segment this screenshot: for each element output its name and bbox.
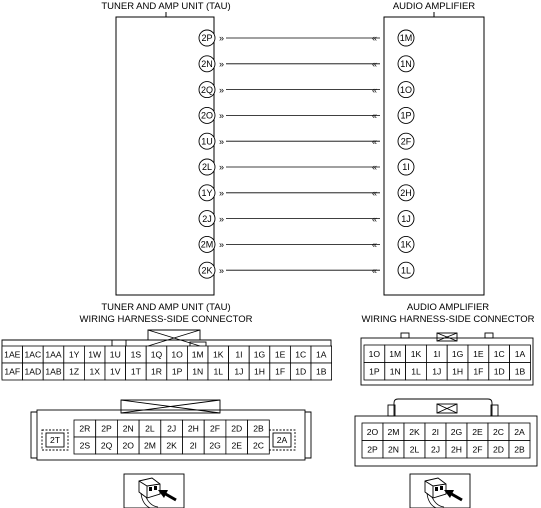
pin-label: 1L bbox=[411, 366, 421, 377]
connection-6 bbox=[199, 185, 414, 201]
pin-label: 1B bbox=[316, 366, 327, 377]
left-terminal-mark: » bbox=[219, 265, 225, 276]
pin-label: 1G bbox=[253, 349, 266, 360]
right-terminal-mark: « bbox=[371, 84, 377, 95]
right-unit-box bbox=[384, 17, 484, 295]
connection-2 bbox=[199, 82, 414, 98]
right-terminal-mark: « bbox=[371, 239, 377, 250]
pin-label: 2O bbox=[122, 440, 134, 451]
pin-label: 1H bbox=[254, 366, 265, 377]
pin-label: 1E bbox=[473, 348, 484, 359]
right-terminal-mark: « bbox=[371, 162, 377, 173]
right-pin-label: 1M bbox=[399, 33, 413, 44]
connection-1 bbox=[199, 56, 414, 72]
left-pin-label: 2P bbox=[201, 33, 213, 44]
pin-label: 1I bbox=[235, 349, 243, 360]
pin-label: 1AC bbox=[24, 349, 42, 360]
pin-label: 1Q bbox=[150, 349, 163, 360]
pin-label: 1G bbox=[451, 348, 464, 359]
left-terminal-mark: » bbox=[219, 239, 225, 250]
left-pin-label: 1U bbox=[201, 136, 213, 147]
amp-connector-title-1: AUDIO AMPLIFIER bbox=[406, 302, 490, 313]
amp-connector-2-pins bbox=[362, 423, 530, 458]
right-pin-label: 1N bbox=[400, 59, 412, 69]
pin-label: 1W bbox=[88, 349, 102, 360]
connection-4 bbox=[199, 133, 414, 149]
pin-label: 1N bbox=[192, 366, 204, 377]
right-terminal-mark: « bbox=[371, 265, 377, 276]
tau-connector-2-pins bbox=[74, 420, 269, 454]
right-terminal-mark: « bbox=[371, 59, 377, 69]
pin-label: 2D bbox=[493, 444, 504, 455]
pin-label: 2C bbox=[252, 440, 264, 451]
pin-label: 2A bbox=[514, 426, 525, 437]
tau-connector-1-pins bbox=[2, 346, 332, 380]
left-pin-label: 2Q bbox=[200, 84, 214, 95]
pin-label: 1B bbox=[514, 366, 526, 377]
pin-label: 1A bbox=[514, 348, 526, 359]
connection-3 bbox=[199, 107, 414, 123]
pin-label: 2I bbox=[189, 440, 197, 451]
tau-connector-title-2: WIRING HARNESS-SIDE CONNECTOR bbox=[79, 314, 253, 325]
left-terminal-mark: » bbox=[219, 110, 225, 121]
pin-label: 1F bbox=[473, 366, 484, 377]
pin-label: 1Y bbox=[68, 349, 80, 360]
pin-label: 2J bbox=[167, 423, 177, 434]
pin-label: 2M bbox=[387, 426, 400, 437]
connection-0 bbox=[199, 30, 414, 46]
wires bbox=[199, 30, 414, 278]
pin-label: 2P bbox=[101, 423, 112, 434]
right-pin-label: 2H bbox=[400, 188, 412, 198]
left-pin-label: 2N bbox=[201, 59, 213, 69]
right-terminal-mark: « bbox=[371, 33, 377, 44]
pin-label: 2O bbox=[366, 426, 379, 437]
right-terminal-mark: « bbox=[371, 188, 377, 198]
left-pin-label: 2M bbox=[200, 239, 214, 250]
right-pin-label: 1L bbox=[400, 265, 412, 276]
pin-label: 2I bbox=[431, 426, 440, 437]
left-pin-label: 2O bbox=[200, 110, 214, 121]
pin-label: 2D bbox=[231, 423, 243, 434]
pin-label: 2L bbox=[409, 444, 420, 455]
pin-label: 1AA bbox=[45, 349, 62, 360]
left-terminal-mark: » bbox=[219, 33, 225, 44]
pin-label: 1AD bbox=[24, 366, 42, 377]
pin-label: 2P bbox=[367, 444, 378, 455]
pin-label: 2F bbox=[210, 423, 221, 434]
right-pin-label: 1K bbox=[400, 239, 412, 250]
pin-label: 1L bbox=[213, 366, 224, 377]
pin-label: 2G bbox=[450, 426, 463, 437]
right-pin-label: 2F bbox=[400, 136, 412, 147]
pin-label: 1O bbox=[171, 349, 183, 360]
pin-label: 1O bbox=[368, 348, 381, 359]
connector-probe-icon bbox=[410, 474, 470, 508]
pin-label: 1AB bbox=[45, 366, 62, 377]
pin-label: 2K bbox=[166, 440, 177, 451]
left-unit-title: TUNER AND AMP UNIT (TAU) bbox=[101, 1, 231, 12]
pin-label: 1A bbox=[316, 349, 327, 360]
pin-label: 1C bbox=[295, 349, 307, 360]
pin-label: 1T bbox=[130, 366, 141, 377]
left-pin-label: 1Y bbox=[201, 188, 213, 198]
pin-label: 2K bbox=[409, 426, 420, 437]
pin-label: 1M bbox=[191, 349, 204, 360]
pin-label: 1X bbox=[89, 366, 100, 377]
right-pin-label: 1I bbox=[402, 162, 410, 173]
left-terminal-mark: » bbox=[219, 213, 225, 224]
pin-label: 1H bbox=[452, 366, 464, 377]
tau-end-label-2t: 2T bbox=[49, 435, 61, 445]
pin-label: 2N bbox=[122, 423, 134, 434]
pin-label: 2R bbox=[79, 423, 91, 434]
pin-label: 1D bbox=[493, 366, 505, 377]
amp-connector-1-pins bbox=[364, 345, 530, 380]
left-terminal-mark: » bbox=[219, 84, 225, 95]
pin-label: 2C bbox=[493, 426, 504, 437]
pin-label: 1C bbox=[493, 348, 505, 359]
left-terminal-mark: » bbox=[219, 136, 225, 147]
pin-label: 1N bbox=[389, 366, 401, 377]
connection-9 bbox=[199, 262, 414, 278]
pin-label: 1AE bbox=[4, 349, 21, 360]
pin-label: 2E bbox=[472, 426, 483, 437]
left-terminal-mark: » bbox=[219, 59, 225, 69]
pin-label: 2G bbox=[209, 440, 221, 451]
right-pin-label: 1O bbox=[399, 84, 413, 95]
pin-label: 1U bbox=[109, 349, 121, 360]
pin-label: 2S bbox=[79, 440, 91, 451]
pin-label: 2M bbox=[143, 440, 156, 451]
pin-label: 1S bbox=[130, 349, 142, 360]
pin-label: 2F bbox=[472, 444, 483, 455]
left-unit-box bbox=[116, 17, 214, 295]
connection-8 bbox=[199, 236, 414, 252]
right-terminal-mark: « bbox=[371, 213, 377, 224]
pin-label: 1K bbox=[213, 349, 224, 360]
pin-label: 2B bbox=[514, 444, 525, 455]
pin-label: 1P bbox=[369, 366, 380, 377]
pin-label: 1M bbox=[389, 348, 402, 359]
pin-label: 2N bbox=[388, 444, 399, 455]
connector-probe-icon bbox=[124, 474, 184, 508]
pin-label: 1F bbox=[275, 366, 286, 377]
connection-7 bbox=[199, 211, 414, 227]
tau-end-label-2a: 2A bbox=[276, 435, 288, 445]
right-terminal-mark: « bbox=[371, 110, 377, 121]
left-terminal-mark: » bbox=[219, 188, 225, 198]
pin-label: 1AF bbox=[4, 366, 21, 377]
pin-label: 1J bbox=[234, 366, 244, 377]
pin-label: 2B bbox=[253, 423, 264, 434]
pin-label: 1K bbox=[410, 348, 422, 359]
left-pin-label: 2L bbox=[201, 162, 213, 173]
pin-label: 1I bbox=[433, 348, 441, 359]
amp-connector-title-2: WIRING HARNESS-SIDE CONNECTOR bbox=[361, 314, 535, 325]
pin-label: 1J bbox=[432, 366, 442, 377]
pin-label: 1V bbox=[110, 366, 121, 377]
right-pin-label: 1J bbox=[401, 213, 411, 224]
pin-label: 1P bbox=[171, 366, 183, 377]
pin-label: 2E bbox=[231, 440, 243, 451]
pin-label: 1D bbox=[295, 366, 307, 377]
left-pin-label: 2J bbox=[202, 213, 212, 224]
left-terminal-mark: » bbox=[219, 162, 225, 173]
left-pin-label: 2K bbox=[201, 265, 213, 276]
pin-label: 1Z bbox=[69, 366, 80, 377]
pin-label: 2H bbox=[187, 423, 199, 434]
connection-5 bbox=[199, 159, 414, 175]
pin-label: 1E bbox=[274, 349, 286, 360]
tau-connector-title-1: TUNER AND AMP UNIT (TAU) bbox=[101, 302, 231, 313]
pin-label: 2H bbox=[451, 444, 462, 455]
pin-label: 2L bbox=[145, 423, 155, 434]
right-pin-label: 1P bbox=[400, 110, 412, 121]
right-unit-title: AUDIO AMPLIFIER bbox=[392, 1, 476, 12]
pin-label: 2J bbox=[430, 444, 441, 455]
pin-label: 1R bbox=[151, 366, 162, 377]
pin-label: 2Q bbox=[100, 440, 113, 451]
right-terminal-mark: « bbox=[371, 136, 377, 147]
